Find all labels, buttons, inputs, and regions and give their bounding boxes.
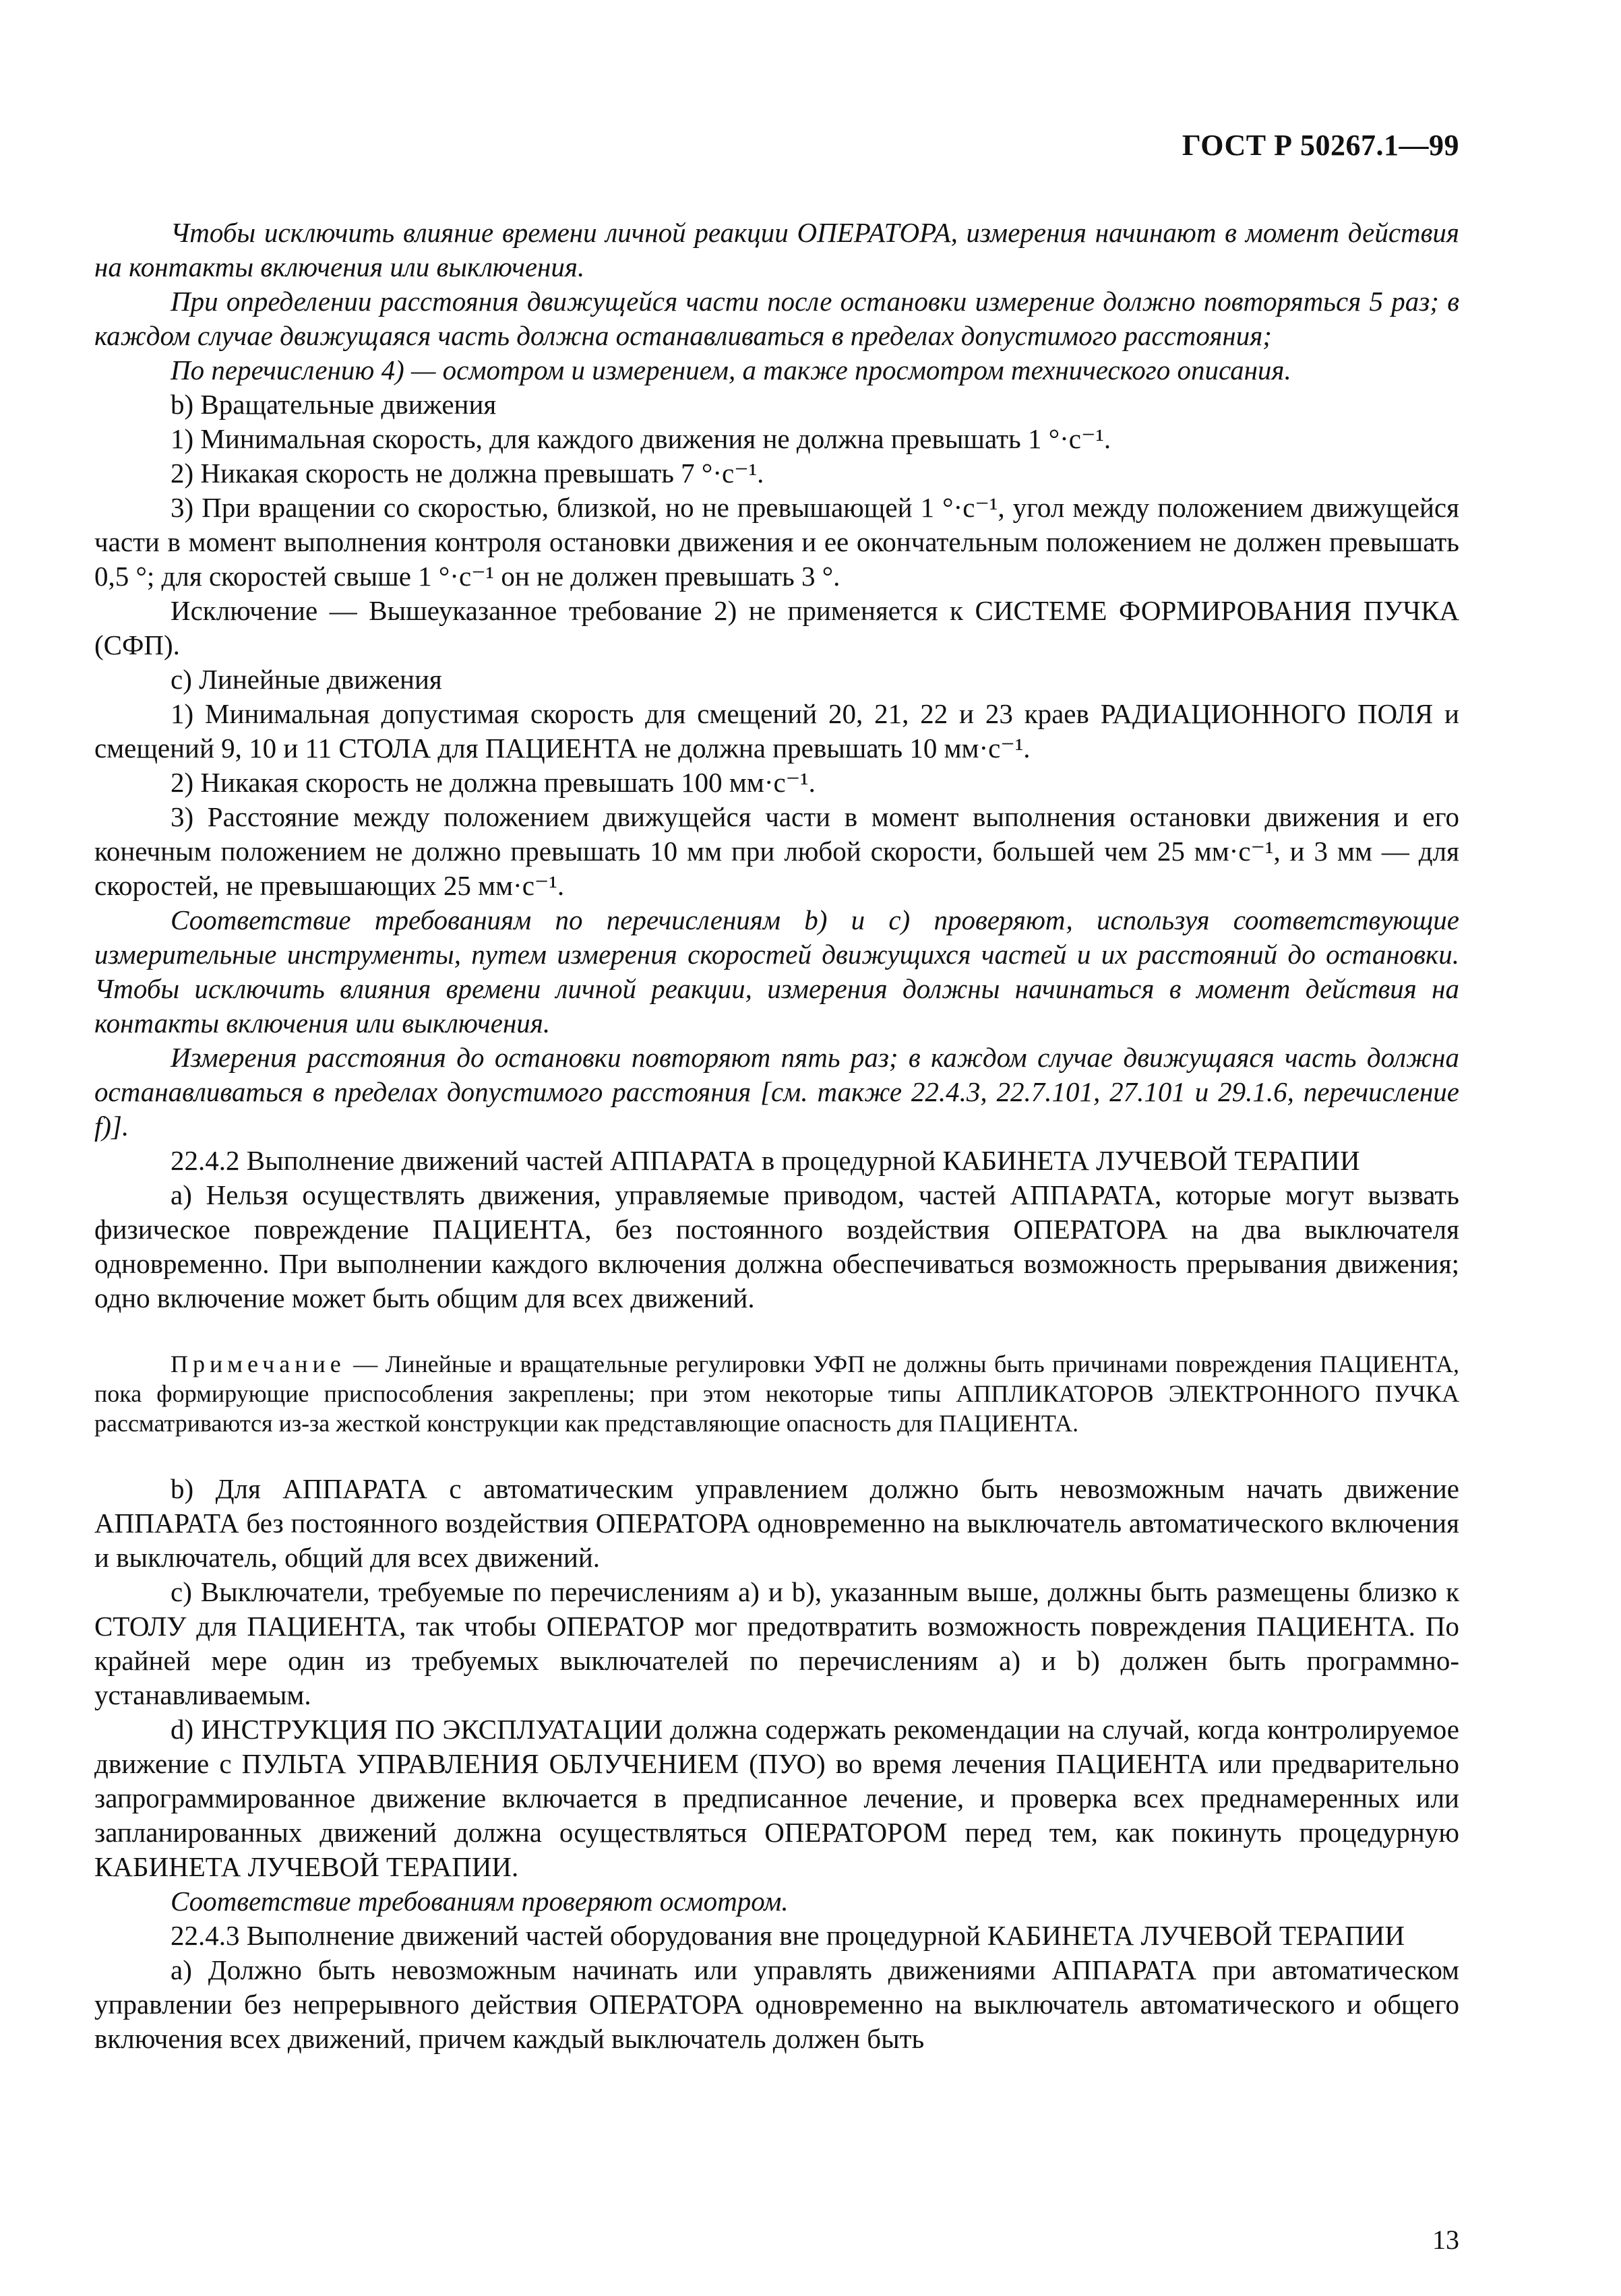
paragraph: Соответствие требованиям по перечислениям b) и c) проверяют, используя соответствующие измерительные инструменты, путем измерения скоростей движущихся частей и их расстояний до остановки. Чтобы исключить влияния времени личной реакции, измерения должны начинаться в момент действия на контакты включения или выключения.: [94, 904, 1459, 1038]
paragraph: 1) Минимальная скорость, для каждого движения не должна превышать 1 °·с⁻¹.: [171, 423, 1111, 454]
paragraph: 2) Никакая скорость не должна превышать 100 мм·с⁻¹.: [171, 767, 816, 798]
paragraph: Чтобы исключить влияние времени личной реакции ОПЕРАТОРА, измерения начинают в момент действия на контакты включения или выключения.: [94, 217, 1459, 282]
paragraph: 2) Никакая скорость не должна превышать 7 °·с⁻¹.: [171, 458, 764, 489]
section-heading: 22.4.2 Выполнение движений частей АППАРАТА в процедурной КАБИНЕТА ЛУЧЕВОЙ ТЕРАПИИ: [171, 1145, 1360, 1176]
paragraph: 1) Минимальная допустимая скорость для смещений 20, 21, 22 и 23 краев РАДИАЦИОННОГО ПОЛЯ и смещений 9, 10 и 11 СТОЛА для ПАЦИЕНТА не должна превышать 10 мм·с⁻¹.: [94, 698, 1459, 764]
section-heading: 22.4.3 Выполнение движений частей оборудования вне процедурной КАБИНЕТА ЛУЧЕВОЙ ТЕРАПИИ: [171, 1920, 1405, 1951]
page-number: 13: [1432, 2225, 1459, 2255]
paragraph: 3) Расстояние между положением движущейся части в момент выполнения остановки движения и его конечным положением не должно превышать 10 мм при любой скорости, большей чем 25 мм·с⁻¹, и 3 мм — для скоростей, не превышающих 25 мм·с⁻¹.: [94, 801, 1459, 901]
paragraph: b) Вращательные движения: [171, 389, 497, 420]
document-header: ГОСТ Р 50267.1—99: [1182, 129, 1459, 162]
note-text: — Линейные и вращательные регулировки УФП не должны быть причинами повреждения ПАЦИЕНТА, пока формирующие приспособления закреплены; при этом некоторые типы АППЛИКАТОРОВ ЭЛЕКТРОННОГО ПУЧКА рассматриваются из-за жесткой конструкции как представляющие опасность для ПАЦИЕНТА.: [94, 1351, 1459, 1437]
note: [94, 1349, 1459, 1438]
paragraph: Соответствие требованиям проверяют осмотром.: [171, 1886, 789, 1917]
paragraph: Измерения расстояния до остановки повторяют пять раз; в каждом случае движущаяся часть должна останавливаться в пределах допустимого расстояния [см. также 22.4.3, 22.7.101, 27.101 и 29.1.6, перечисление f)].: [94, 1042, 1459, 1142]
paragraph: c) Выключатели, требуемые по перечислениям a) и b), указанным выше, должны быть размещены близко к СТОЛУ для ПАЦИЕНТА, так чтобы ОПЕРАТОР мог предотвратить возможность повреждения ПАЦИЕНТА. По крайней мере один из требуемых выключателей по перечислениям a) и b) должен быть программно-устанавливаемым.: [94, 1576, 1459, 1710]
paragraph: a) Нельзя осуществлять движения, управляемые приводом, частей АППАРАТА, которые могут вызвать физическое повреждение ПАЦИЕНТА, без постоянного воздействия ОПЕРАТОРА на два выключателя одновременно. При выполнении каждого включения должна обеспечиваться возможность прерывания движения; одно включение может быть общим для всех движений.: [94, 1179, 1459, 1313]
note-prefix: Примечание: [171, 1351, 346, 1377]
paragraph: 3) При вращении со скоростью, близкой, но не превышающей 1 °·с⁻¹, угол между положением движущейся части в момент выполнения контроля остановки движения и ее окончательным положением не должен превышать 0,5 °; для скоростей свыше 1 °·с⁻¹ он не должен превышать 3 °.: [94, 492, 1459, 592]
paragraph: a) Должно быть невозможным начинать или управлять движениями АППАРАТА при автоматическом управлении без непрерывного действия ОПЕРАТОРА одновременно на выключатель автоматического и общего включения всех движений, причем каждый выключатель должен быть: [94, 1954, 1459, 2054]
paragraph: c) Линейные движения: [171, 664, 442, 695]
paragraph: При определении расстояния движущейся части после остановки измерение должно повторяться 5 раз; в каждом случае движущаяся часть должна останавливаться в пределах допустимого расстояния;: [94, 286, 1459, 351]
paragraph: d) ИНСТРУКЦИЯ ПО ЭКСПЛУАТАЦИИ должна содержать рекомендации на случай, когда контролируемое движение с ПУЛЬТА УПРАВЛЕНИЯ ОБЛУЧЕНИЕМ (ПУО) во время лечения ПАЦИЕНТА или предварительно запрограммированное движение включается в предписанное лечение, и проверка всех преднамеренных или запланированных движений должна осуществляться ОПЕРАТОРОМ перед тем, как покинуть процедурную КАБИНЕТА ЛУЧЕВОЙ ТЕРАПИИ.: [94, 1714, 1459, 1882]
paragraph: Исключение — Вышеуказанное требование 2) не применяется к СИСТЕМЕ ФОРМИРОВАНИЯ ПУЧКА (СФП).: [94, 595, 1459, 660]
paragraph: b) Для АППАРАТА с автоматическим управлением должно быть невозможным начать движение АППАРАТА без постоянного воздействия ОПЕРАТОРА одновременно на выключатель автоматического включения и выключатель, общий для всех движений.: [94, 1473, 1459, 1573]
document-body: [94, 216, 1459, 2056]
paragraph: По перечислению 4) — осмотром и измерением, а также просмотром технического описания.: [171, 354, 1291, 385]
